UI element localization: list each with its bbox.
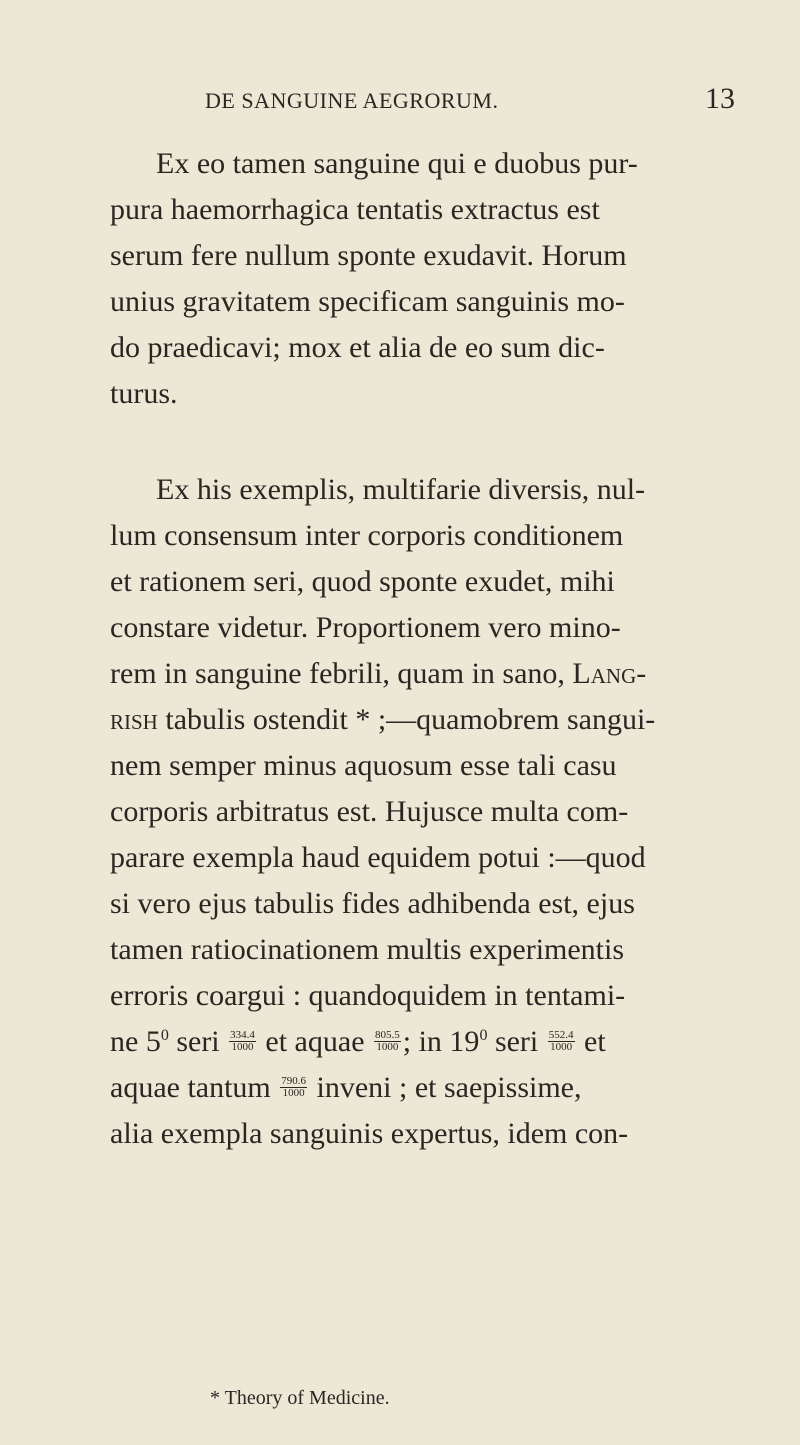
fraction-numerator: 334.4 (230, 1028, 255, 1041)
text-line: lum consensum inter corporis conditionem (110, 519, 624, 552)
text-line: serum fere nullum sponte exudavit. Horum (110, 239, 627, 272)
text-line: constare videtur. Proportionem vero mino- (110, 611, 621, 644)
text-line: nem semper minus aquosum esse tali casu (110, 749, 617, 782)
text-line: alia exempla sanguinis expertus, idem con- (110, 1117, 629, 1150)
fraction (548, 1030, 575, 1053)
fraction-denominator: 1000 (282, 1086, 305, 1099)
text-span: ; in 19 (402, 1025, 480, 1058)
text-span: et (576, 1025, 606, 1058)
page-number: 13 (705, 82, 735, 115)
fraction-denominator: 1000 (550, 1040, 573, 1053)
text-span: tabulis ostendit * ;—quamobrem sangui- (157, 703, 656, 736)
text-line: Ex his exemplis, multifarie diversis, nul- (156, 473, 646, 506)
text-line: si vero ejus tabulis fides adhibenda est, ejus (110, 887, 635, 920)
text-line (110, 1068, 581, 1108)
fraction-numerator: 805.5 (375, 1028, 400, 1041)
text-line: erroris coargui : quandoquidem in tentami- (110, 979, 626, 1012)
fraction-numerator: 552.4 (548, 1028, 574, 1041)
text-span: rem in sanguine febrili, quam in sano, (110, 657, 573, 690)
degree-mark: 0 (160, 1027, 169, 1044)
fraction-denominator: 1000 (231, 1040, 254, 1053)
text-span: aquae tantum (110, 1071, 279, 1104)
fraction-denominator: 1000 (376, 1040, 399, 1053)
text-line: tamen ratiocinationem multis experimentis (110, 933, 625, 966)
fraction (280, 1076, 307, 1099)
fraction (229, 1030, 256, 1053)
text-span: seri (168, 1025, 228, 1058)
fraction-numerator: 790.6 (281, 1074, 307, 1087)
text-span: seri (487, 1025, 546, 1058)
text-span: ne 5 (110, 1025, 161, 1058)
text-line: unius gravitatem specificam sanguinis mo- (110, 285, 625, 318)
running-head: DE SANGUINE AEGRORUM. (205, 88, 499, 113)
text-line: corporis arbitratus est. Hujusce multa com- (110, 795, 629, 828)
text-line: et rationem seri, quod sponte exudet, mihi (110, 565, 615, 598)
text-line: pura haemorrhagica tentatis extractus est (110, 193, 600, 226)
text-line: parare exempla haud equidem potui :—quod (110, 841, 646, 874)
text-span: et aquae (257, 1025, 373, 1058)
text-line (110, 654, 646, 694)
text-line: turus. (110, 377, 178, 410)
text-line (110, 1022, 606, 1062)
text-line: do praedicavi; mox et alia de eo sum dic- (110, 331, 605, 364)
author-name: rish (110, 703, 158, 736)
page-header (95, 82, 735, 128)
degree-mark: 0 (479, 1027, 488, 1044)
author-name: Lang- (572, 657, 647, 690)
footnote: * Theory of Medicine. (210, 1387, 390, 1409)
text-line: Ex eo tamen sanguine qui e duobus pur- (156, 147, 638, 180)
text-span: inveni ; et saepissime, (309, 1071, 582, 1104)
fraction (374, 1030, 401, 1053)
text-line (110, 700, 655, 740)
